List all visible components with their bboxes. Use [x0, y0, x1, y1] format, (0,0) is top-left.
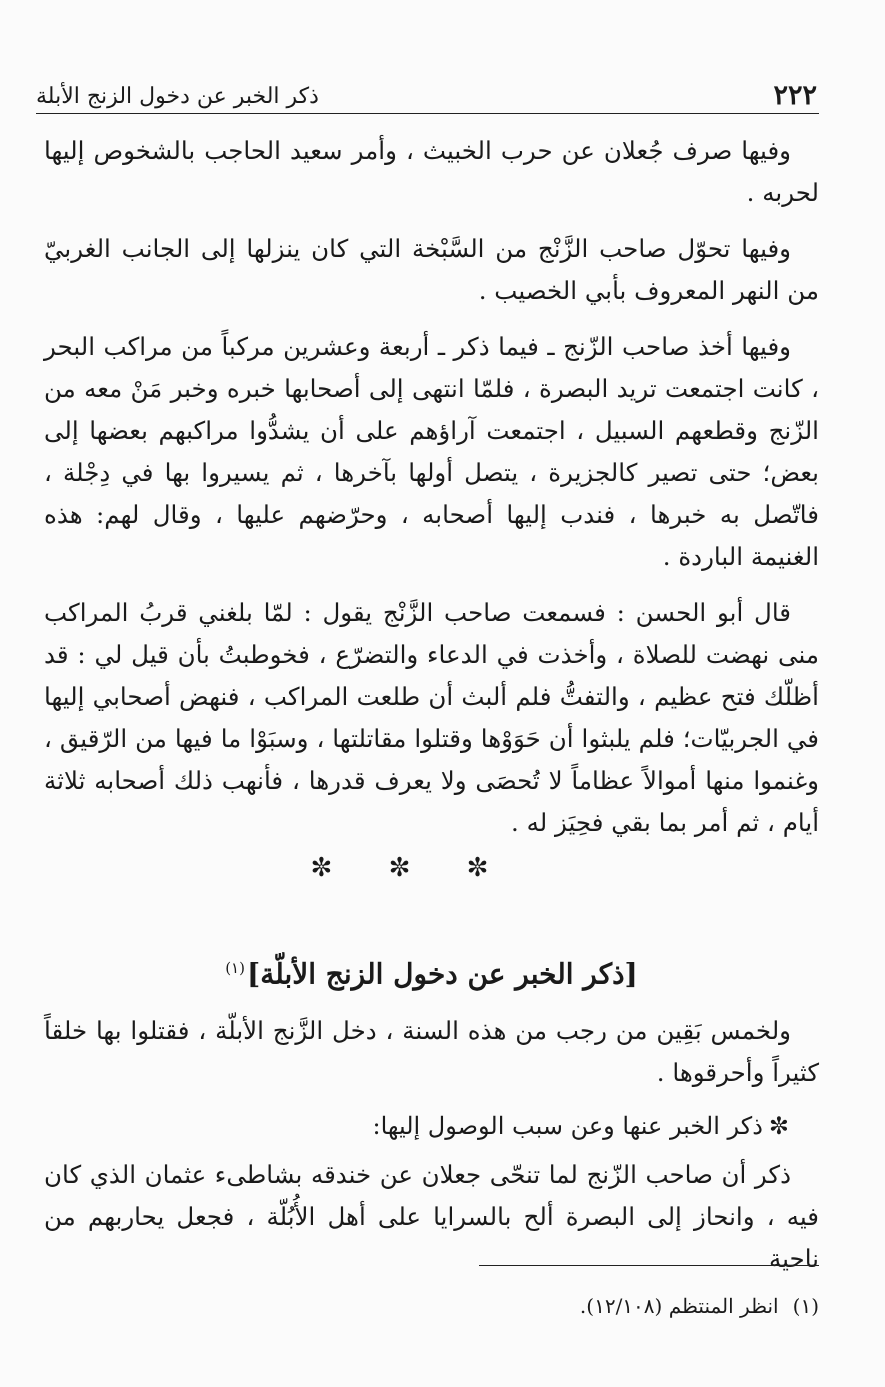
section-separator: ✼ ✼ ✼ [310, 853, 513, 883]
section-title-text: [ذكر الخبر عن دخول الزنج الأبلّة] [246, 957, 638, 991]
header-rule [36, 113, 819, 114]
running-title: ذكر الخبر عن دخول الزنج الأبلة [36, 84, 319, 109]
footnote-rule [479, 1265, 819, 1266]
running-head [36, 72, 817, 112]
footnote-number: (١) [792, 1294, 819, 1318]
paragraph: وفيها تحوّل صاحب الزَّنْج من السَّبْخة التي كان ينزلها إلى الجانب الغربيّ من النهر المعروف بأبي الخصيب . [44, 234, 819, 305]
footnote-reference: (١) [225, 959, 245, 977]
sub-heading [44, 1106, 819, 1146]
paragraph: وفيها أخذ صاحب الزّنج ـ فيما ذكر ـ أربعة وعشرين مركباً من مراكب البحر ، كانت اجتمعت تريد البصرة ، فلمّا انتهى إلى أصحابها خبره وخبر مَنْ معه من الزّنج وقطعهم السبيل ، اجتمعت آراؤهم على أن يشدُّوا مراكبهم بعضها إلى بعض؛ حتى تصير كالجزيرة ، يتصل أولها بآخرها ، ثم يسيروا بها في دِجْلة ، فاتّصل به خبرها ، فندب إليها أصحابه ، وحرّضهم عليها ، وقال لهم: هذه الغنيمة الباردة . [44, 332, 819, 571]
section-title [44, 946, 819, 996]
page-number: ٢٢٢ [773, 80, 817, 111]
footnote-text: انظر المنتظم (١٢/١٠٨). [579, 1294, 779, 1318]
paragraph: وفيها صرف جُعلان عن حرب الخبيث ، وأمر سعيد الحاجب بالشخوص إليها لحربه . [44, 136, 819, 207]
paragraph: ولخمس بَقِين من رجب من هذه السنة ، دخل الزَّنج الأبلّة ، فقتلوا بها خلقاً كثيراً وأحرقوها . [44, 1016, 819, 1088]
sub-heading-text: ذكر الخبر عنها وعن سبب الوصول إليها: [372, 1112, 763, 1141]
footnote [44, 1290, 819, 1322]
paragraph: ذكر أن صاحب الزّنج لما تنحّى جعلان عن خندقه بشاطىء عثمان الذي كان فيه ، وانحاز إلى البصرة ألح بالسرايا على أهل الأُبُلّة ، فجعل يحاربهم من ناحية [44, 1160, 819, 1274]
asterisk-marker: ✼ [768, 1112, 789, 1141]
paragraph: قال أبو الحسن : فسمعت صاحب الزَّنْج يقول : لمّا بلغني قربُ المراكب منى نهضت للصلاة ، وأخذت في الدعاء والتضرّع ، فخوطبتُ بأن قيل لي : قد أظلّك فتح عظيم ، والتفتُّ فلم ألبث أن طلعت المراكب ، فنهض أصحابي إليها في الجربيّات؛ فلم يلبثوا أن حَوَوْها وقتلوا مقاتلتها ، وسبَوْا ما فيها من الرّقيق ، وغنموا منها أموالاً عظاماً لا تُحصَى ولا يعرف قدرها ، فأنهب ذلك أصحابه ثلاثة أيام ، ثم أمر بما بقي فحِيَز له . [44, 598, 819, 837]
body-text [44, 130, 819, 1280]
